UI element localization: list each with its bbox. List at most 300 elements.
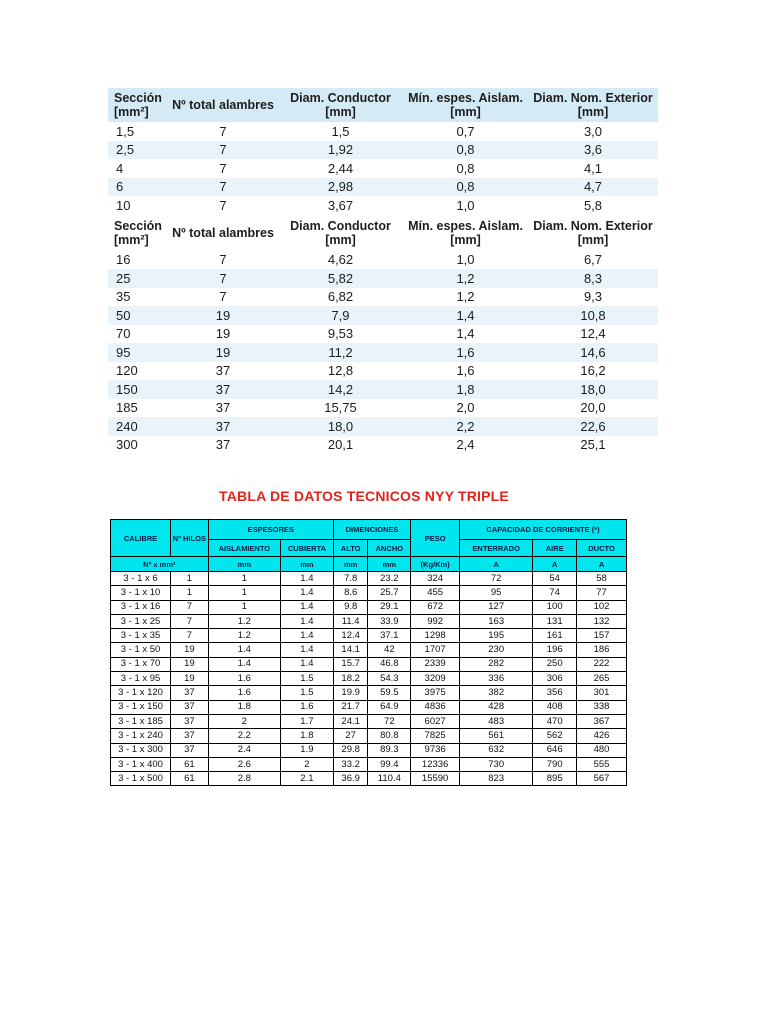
header-diam-exterior: Diam. Nom. Exterior [mm] <box>528 88 658 122</box>
table-body <box>111 572 627 786</box>
cell-calibre: 3 - 1 x 300 <box>111 743 171 757</box>
table-body-b <box>108 251 658 455</box>
cell-seccion: 300 <box>116 437 138 453</box>
cell-aislamiento: 2.2 <box>208 729 280 743</box>
cell-diam-exterior: 16,2 <box>580 363 606 379</box>
cell-peso: 3209 <box>411 672 460 686</box>
cell-ancho: 33.9 <box>368 614 411 628</box>
table-row <box>111 643 627 657</box>
cell-aire: 74 <box>533 586 577 600</box>
table-row <box>111 757 627 771</box>
cell-alambres: 7 <box>219 197 227 213</box>
cell-alto: 24.1 <box>333 714 368 728</box>
header-peso: PESO <box>411 520 460 557</box>
cell-seccion: 10 <box>116 197 131 213</box>
cell-ducto: 480 <box>577 743 627 757</box>
cell-enterrado: 127 <box>460 600 533 614</box>
cell-ancho: 64.9 <box>368 700 411 714</box>
cell-seccion: 1,5 <box>116 123 135 139</box>
cell-diam-conductor: 4,62 <box>327 252 354 268</box>
cell-peso: 992 <box>411 614 460 628</box>
cell-calibre: 3 - 1 x 240 <box>111 729 171 743</box>
header-alambres: Nº total alambres <box>168 88 278 122</box>
cell-cubierta: 1.4 <box>280 657 333 671</box>
cell-alambres: 7 <box>168 178 278 197</box>
table-row <box>108 269 658 288</box>
cell-ancho: 46.8 <box>368 657 411 671</box>
cell-aire: 306 <box>533 672 577 686</box>
cell-enterrado: 163 <box>460 614 533 628</box>
header-diam-exterior: Diam. Nom. Exterior [mm] <box>528 215 658 251</box>
cell-espes-aislam: 1,0 <box>456 252 475 268</box>
cell-hilos: 37 <box>171 686 209 700</box>
cell-seccion: 240 <box>108 417 168 436</box>
cell-espes-aislam: 0,8 <box>456 160 475 176</box>
cell-ducto: 186 <box>577 643 627 657</box>
cell-enterrado: 95 <box>460 586 533 600</box>
cell-ducto: 102 <box>577 600 627 614</box>
cell-enterrado: 561 <box>460 729 533 743</box>
table-row <box>108 436 658 455</box>
table-row <box>111 729 627 743</box>
cell-calibre: 3 - 1 x 10 <box>111 586 171 600</box>
cell-espes-aislam: 1,6 <box>403 343 528 362</box>
unit-aislamiento: mm <box>208 557 280 572</box>
cell-cubierta: 1.4 <box>280 629 333 643</box>
cell-ancho: 72 <box>368 714 411 728</box>
cell-alambres: 7 <box>219 252 227 268</box>
cell-espes-aislam: 2,4 <box>456 437 475 453</box>
cell-espes-aislam: 0,7 <box>456 123 475 139</box>
cell-ducto: 77 <box>577 586 627 600</box>
cell-alambres: 37 <box>215 400 231 416</box>
unit-peso: (Kg/Km) <box>411 557 460 572</box>
header-ancho: ANCHO <box>368 540 411 557</box>
cell-alto: 7.8 <box>333 572 368 586</box>
cell-ducto: 338 <box>577 700 627 714</box>
cell-cubierta: 1.4 <box>280 586 333 600</box>
cell-espes-aislam: 1,2 <box>456 289 475 305</box>
header-alto: ALTO <box>333 540 368 557</box>
table-row <box>108 122 658 141</box>
header-espes-aislam: Mín. espes. Aislam. [mm] <box>403 88 528 122</box>
cell-aislamiento: 1.4 <box>208 657 280 671</box>
cell-diam-exterior: 5,8 <box>583 197 603 213</box>
cell-diam-conductor: 1,5 <box>331 123 350 139</box>
cell-aire: 250 <box>533 657 577 671</box>
cell-alambres: 19 <box>168 306 278 325</box>
unit-cubierta: mm <box>280 557 333 572</box>
cell-aire: 131 <box>533 614 577 628</box>
cell-aislamiento: 1 <box>208 572 280 586</box>
table-row <box>108 399 658 418</box>
cell-diam-conductor: 6,82 <box>327 289 354 305</box>
cell-seccion: 185 <box>116 400 138 416</box>
cell-seccion: 120 <box>116 363 138 379</box>
cell-diam-conductor: 5,82 <box>278 269 403 288</box>
cell-ancho: 59.5 <box>368 686 411 700</box>
cell-seccion: 4 <box>116 160 124 176</box>
cell-enterrado: 230 <box>460 643 533 657</box>
cell-peso: 672 <box>411 600 460 614</box>
cell-alambres: 19 <box>168 343 278 362</box>
cell-diam-exterior: 12,4 <box>580 326 606 342</box>
cell-ducto: 301 <box>577 686 627 700</box>
cell-alambres: 19 <box>215 326 231 342</box>
cell-hilos: 19 <box>171 643 209 657</box>
cell-ducto: 222 <box>577 657 627 671</box>
cell-peso: 7825 <box>411 729 460 743</box>
cell-aislamiento: 1.6 <box>208 672 280 686</box>
cell-cubierta: 1.5 <box>280 672 333 686</box>
cell-espes-aislam: 1,0 <box>456 197 475 213</box>
cell-diam-exterior: 22,6 <box>528 417 658 436</box>
cell-aislamiento: 1.2 <box>208 629 280 643</box>
cell-aislamiento: 1 <box>208 600 280 614</box>
cell-enterrado: 382 <box>460 686 533 700</box>
cell-cubierta: 1.8 <box>280 729 333 743</box>
unit-calibre: Nº x mm² <box>111 557 209 572</box>
cell-espes-aislam: 2,0 <box>456 400 475 416</box>
cell-cubierta: 1.4 <box>280 643 333 657</box>
table-row <box>108 380 658 399</box>
cell-seccion: 70 <box>116 326 131 342</box>
cell-alambres: 37 <box>168 380 278 399</box>
cell-alambres: 37 <box>168 417 278 436</box>
cell-diam-exterior: 3,6 <box>528 141 658 160</box>
cell-cubierta: 1.6 <box>280 700 333 714</box>
nyy-triple-table <box>110 519 627 786</box>
cell-ducto: 567 <box>577 772 627 786</box>
table-header-row-2 <box>108 215 658 251</box>
cell-diam-conductor: 12,8 <box>327 363 354 379</box>
cell-diam-exterior: 20,0 <box>580 400 606 416</box>
cell-diam-exterior: 4,1 <box>583 160 603 176</box>
cell-enterrado: 336 <box>460 672 533 686</box>
cell-diam-conductor: 14,2 <box>278 380 403 399</box>
table-row <box>108 325 658 344</box>
cell-seccion: 35 <box>116 289 131 305</box>
header-aislamiento: AISLAMIENTO <box>208 540 280 557</box>
cell-peso: 6027 <box>411 714 460 728</box>
cell-alto: 33.2 <box>333 757 368 771</box>
cell-cubierta: 1.7 <box>280 714 333 728</box>
cell-hilos: 19 <box>171 657 209 671</box>
cell-alto: 12.4 <box>333 629 368 643</box>
cell-espes-aislam: 2,2 <box>403 417 528 436</box>
cell-aire: 562 <box>533 729 577 743</box>
cell-calibre: 3 - 1 x 95 <box>111 672 171 686</box>
header-aire: AIRE <box>533 540 577 557</box>
cell-alto: 27 <box>333 729 368 743</box>
cell-calibre: 3 - 1 x 35 <box>111 629 171 643</box>
cell-hilos: 37 <box>171 714 209 728</box>
table-row <box>108 306 658 325</box>
table-body-a <box>108 122 658 215</box>
table-row <box>111 772 627 786</box>
cell-ancho: 110.4 <box>368 772 411 786</box>
table-row <box>111 614 627 628</box>
cell-alambres: 7 <box>219 160 227 176</box>
cell-aislamiento: 1 <box>208 586 280 600</box>
header-calibre: CALIBRE <box>111 520 171 557</box>
cell-seccion: 2,5 <box>108 141 168 160</box>
cell-cubierta: 2 <box>280 757 333 771</box>
cell-cubierta: 1.4 <box>280 614 333 628</box>
header-cubierta: CUBIERTA <box>280 540 333 557</box>
cell-aislamiento: 2 <box>208 714 280 728</box>
cell-peso: 3975 <box>411 686 460 700</box>
header-enterrado: ENTERRADO <box>460 540 533 557</box>
cell-diam-exterior: 9,3 <box>583 289 603 305</box>
cell-peso: 1298 <box>411 629 460 643</box>
cell-cubierta: 2.1 <box>280 772 333 786</box>
header-ducto: DUCTO <box>577 540 627 557</box>
cell-aislamiento: 2.4 <box>208 743 280 757</box>
cell-espes-aislam: 1,8 <box>403 380 528 399</box>
header-hilos: Nº HILOS <box>171 520 209 557</box>
table-units-row <box>111 557 627 572</box>
cell-alto: 19.9 <box>333 686 368 700</box>
cell-calibre: 3 - 1 x 400 <box>111 757 171 771</box>
cell-diam-exterior: 25,1 <box>580 437 606 453</box>
cell-aire: 895 <box>533 772 577 786</box>
cell-ducto: 555 <box>577 757 627 771</box>
cell-espes-aislam: 0,8 <box>403 141 528 160</box>
cell-aire: 161 <box>533 629 577 643</box>
cell-diam-exterior: 4,7 <box>528 178 658 197</box>
cell-alto: 36.9 <box>333 772 368 786</box>
cell-peso: 12336 <box>411 757 460 771</box>
unit-ducto: A <box>577 557 627 572</box>
cell-alto: 8.6 <box>333 586 368 600</box>
cell-peso: 2339 <box>411 657 460 671</box>
table-row <box>108 251 658 270</box>
table-header-row <box>108 88 658 122</box>
cell-alto: 15.7 <box>333 657 368 671</box>
cell-calibre: 3 - 1 x 70 <box>111 657 171 671</box>
cell-aire: 646 <box>533 743 577 757</box>
cell-hilos: 37 <box>171 700 209 714</box>
cell-espes-aislam: 1,2 <box>403 269 528 288</box>
cell-ducto: 367 <box>577 714 627 728</box>
cell-alambres: 7 <box>219 123 227 139</box>
cell-diam-conductor: 11,2 <box>278 343 403 362</box>
cell-ancho: 80.8 <box>368 729 411 743</box>
unit-ancho: mm <box>368 557 411 572</box>
table-row <box>111 586 627 600</box>
cell-diam-conductor: 15,75 <box>324 400 357 416</box>
cell-ancho: 42 <box>368 643 411 657</box>
cell-cubierta: 1.5 <box>280 686 333 700</box>
cell-hilos: 61 <box>171 772 209 786</box>
cell-alto: 9.8 <box>333 600 368 614</box>
cell-peso: 4836 <box>411 700 460 714</box>
cell-enterrado: 282 <box>460 657 533 671</box>
header-dimenciones: DIMENCIONES <box>333 520 410 540</box>
cell-diam-conductor: 1,92 <box>278 141 403 160</box>
cell-calibre: 3 - 1 x 185 <box>111 714 171 728</box>
cell-seccion: 6 <box>108 178 168 197</box>
cell-hilos: 1 <box>171 586 209 600</box>
cell-diam-conductor: 7,9 <box>278 306 403 325</box>
header-alambres: Nº total alambres <box>168 215 278 251</box>
cell-aislamiento: 2.6 <box>208 757 280 771</box>
cable-spec-table <box>108 88 658 454</box>
cell-aire: 408 <box>533 700 577 714</box>
cell-hilos: 7 <box>171 600 209 614</box>
table-row <box>108 417 658 436</box>
cell-alambres: 7 <box>219 289 227 305</box>
cell-alto: 21.7 <box>333 700 368 714</box>
cell-cubierta: 1.9 <box>280 743 333 757</box>
cell-aire: 470 <box>533 714 577 728</box>
table-row <box>111 629 627 643</box>
cell-aislamiento: 1.4 <box>208 643 280 657</box>
cell-diam-exterior: 8,3 <box>528 269 658 288</box>
cell-hilos: 7 <box>171 629 209 643</box>
cell-aire: 790 <box>533 757 577 771</box>
cell-aislamiento: 2.8 <box>208 772 280 786</box>
table-row <box>111 672 627 686</box>
cell-ducto: 132 <box>577 614 627 628</box>
cell-seccion: 25 <box>108 269 168 288</box>
cell-seccion: 16 <box>116 252 131 268</box>
cell-alambres: 7 <box>168 141 278 160</box>
cell-hilos: 1 <box>171 572 209 586</box>
cell-enterrado: 823 <box>460 772 533 786</box>
table-row <box>111 743 627 757</box>
cell-enterrado: 632 <box>460 743 533 757</box>
cell-ancho: 89.3 <box>368 743 411 757</box>
cell-ducto: 157 <box>577 629 627 643</box>
cell-alto: 11.4 <box>333 614 368 628</box>
cell-hilos: 37 <box>171 743 209 757</box>
table-row <box>108 141 658 160</box>
cell-hilos: 37 <box>171 729 209 743</box>
cell-alambres: 7 <box>168 269 278 288</box>
table-row <box>108 362 658 381</box>
cell-cubierta: 1.4 <box>280 600 333 614</box>
cell-ancho: 37.1 <box>368 629 411 643</box>
cell-peso: 1707 <box>411 643 460 657</box>
cell-peso: 324 <box>411 572 460 586</box>
table-row <box>108 343 658 362</box>
cell-alambres: 37 <box>215 437 231 453</box>
cell-calibre: 3 - 1 x 120 <box>111 686 171 700</box>
cell-diam-conductor: 3,67 <box>327 197 354 213</box>
table-row <box>111 657 627 671</box>
cell-ancho: 99.4 <box>368 757 411 771</box>
cell-aire: 54 <box>533 572 577 586</box>
unit-alto: mm <box>333 557 368 572</box>
cell-alto: 18.2 <box>333 672 368 686</box>
cell-seccion: 150 <box>108 380 168 399</box>
header-diam-conductor: Diam. Conductor [mm] <box>278 88 403 122</box>
cell-calibre: 3 - 1 x 500 <box>111 772 171 786</box>
cell-calibre: 3 - 1 x 25 <box>111 614 171 628</box>
cell-aislamiento: 1.6 <box>208 686 280 700</box>
cell-ancho: 23.2 <box>368 572 411 586</box>
header-espesores: ESPESORES <box>208 520 333 540</box>
header-seccion: Sección [mm²] <box>108 215 168 251</box>
cell-enterrado: 730 <box>460 757 533 771</box>
cell-enterrado: 195 <box>460 629 533 643</box>
cell-diam-conductor: 18,0 <box>278 417 403 436</box>
cell-enterrado: 483 <box>460 714 533 728</box>
table-row <box>108 178 658 197</box>
table-row <box>108 159 658 178</box>
cell-espes-aislam: 1,6 <box>456 363 475 379</box>
table-header-row <box>111 520 627 540</box>
unit-aire: A <box>533 557 577 572</box>
cell-diam-exterior: 18,0 <box>528 380 658 399</box>
cell-enterrado: 72 <box>460 572 533 586</box>
cell-espes-aislam: 1,4 <box>456 326 475 342</box>
nyy-triple-title: TABLA DE DATOS TECNICOS NYY TRIPLE <box>219 488 509 504</box>
table-row <box>111 700 627 714</box>
header-diam-conductor: Diam. Conductor [mm] <box>278 215 403 251</box>
cell-diam-conductor: 20,1 <box>327 437 354 453</box>
cell-aire: 356 <box>533 686 577 700</box>
cell-alto: 29.8 <box>333 743 368 757</box>
cell-diam-exterior: 6,7 <box>583 252 603 268</box>
cell-calibre: 3 - 1 x 6 <box>111 572 171 586</box>
table-row <box>108 196 658 215</box>
cell-diam-exterior: 3,0 <box>583 123 603 139</box>
cell-aislamiento: 1.8 <box>208 700 280 714</box>
unit-enterrado: A <box>460 557 533 572</box>
cell-alambres: 37 <box>215 363 231 379</box>
cell-hilos: 19 <box>171 672 209 686</box>
cell-peso: 9736 <box>411 743 460 757</box>
cell-calibre: 3 - 1 x 50 <box>111 643 171 657</box>
cell-ducto: 58 <box>577 572 627 586</box>
cell-diam-exterior: 14,6 <box>528 343 658 362</box>
table-row <box>111 686 627 700</box>
cell-calibre: 3 - 1 x 150 <box>111 700 171 714</box>
header-capacidad: CAPACIDAD DE CORRIENTE (*) <box>460 520 627 540</box>
cell-ancho: 29.1 <box>368 600 411 614</box>
cell-ancho: 54.3 <box>368 672 411 686</box>
cell-espes-aislam: 0,8 <box>403 178 528 197</box>
cell-ducto: 426 <box>577 729 627 743</box>
cell-cubierta: 1.4 <box>280 572 333 586</box>
cell-diam-conductor: 2,44 <box>327 160 354 176</box>
cell-espes-aislam: 1,4 <box>403 306 528 325</box>
header-espes-aislam: Mín. espes. Aislam. [mm] <box>403 215 528 251</box>
cell-diam-conductor: 9,53 <box>327 326 354 342</box>
cell-aire: 100 <box>533 600 577 614</box>
cell-ancho: 25.7 <box>368 586 411 600</box>
cell-calibre: 3 - 1 x 16 <box>111 600 171 614</box>
cell-seccion: 50 <box>108 306 168 325</box>
table-row <box>108 288 658 307</box>
table-row <box>111 714 627 728</box>
table-row <box>111 600 627 614</box>
cell-alto: 14.1 <box>333 643 368 657</box>
cell-hilos: 61 <box>171 757 209 771</box>
cell-seccion: 95 <box>108 343 168 362</box>
table-row <box>111 572 627 586</box>
cell-hilos: 7 <box>171 614 209 628</box>
cell-peso: 455 <box>411 586 460 600</box>
cell-enterrado: 428 <box>460 700 533 714</box>
cell-aislamiento: 1.2 <box>208 614 280 628</box>
cell-peso: 15590 <box>411 772 460 786</box>
cell-diam-exterior: 10,8 <box>528 306 658 325</box>
cell-diam-conductor: 2,98 <box>278 178 403 197</box>
